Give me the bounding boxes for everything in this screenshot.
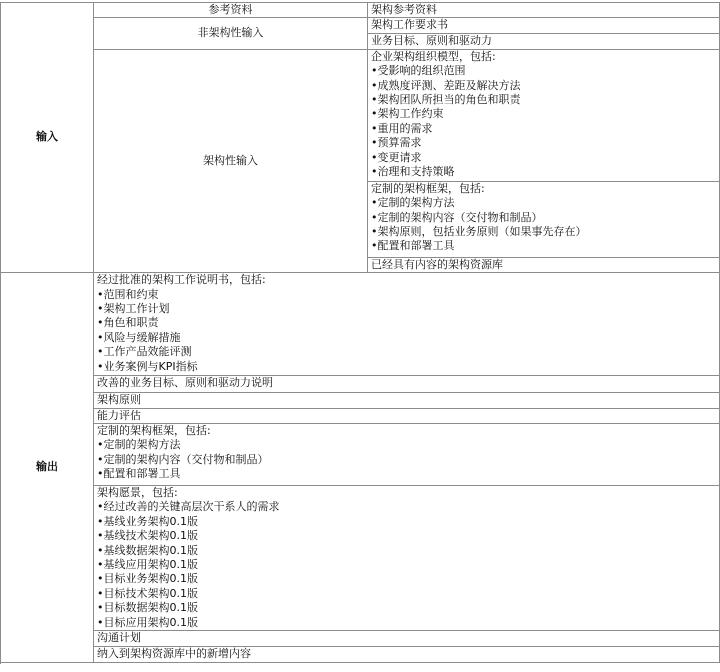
output-vision-title: 架构愿景，包括:	[97, 486, 178, 500]
output-vision-bullet: •经过改善的关键高层次干系人的需求	[97, 500, 280, 514]
nonstructured-item-sow: 架构工作要求书	[368, 18, 720, 34]
output-framework-bullet: •配置和部署工具	[97, 467, 181, 481]
org-model-bullet: •重用的需求	[371, 121, 433, 135]
output-vision-bullet: •目标数据架构0.1版	[97, 601, 198, 615]
input-framework-title: 定制的架构框架，包括:	[371, 181, 485, 195]
structured-input-label: 架构性输入	[94, 49, 368, 272]
org-model-cell	[368, 49, 720, 181]
output-vision-bullet: •目标技术架构0.1版	[97, 586, 198, 600]
org-model-bullet: •变更请求	[371, 150, 422, 164]
output-sow-bullet: •风险与缓解措施	[97, 330, 181, 344]
input-framework-bullet: •配置和部署工具	[371, 239, 455, 253]
output-vision-bullet: •基线业务架构0.1版	[97, 514, 198, 528]
org-model-bullet: •架构工作约束	[371, 107, 444, 121]
output-framework-bullet: •定制的架构方法	[97, 438, 181, 452]
input-framework-bullet: •定制的架构方法	[371, 196, 455, 210]
nonstructured-input-label: 非架构性输入	[94, 18, 368, 49]
output-section-label: 输出	[1, 273, 94, 663]
output-sow-bullet: •角色和职责	[97, 316, 159, 330]
output-sow-cell	[94, 273, 720, 376]
output-capability: 能力评估	[94, 408, 720, 423]
output-framework-cell	[94, 424, 720, 486]
org-model-bullet: •受影响的组织范围	[371, 64, 466, 78]
output-vision-bullet: •基线数据架构0.1版	[97, 543, 198, 557]
output-vision-cell	[94, 486, 720, 631]
org-model-bullet: •预算需求	[371, 136, 422, 150]
output-framework-title: 定制的架构框架，包括:	[97, 424, 211, 438]
output-sow-bullet: •工作产品效能评测	[97, 345, 192, 359]
org-model-bullet: •治理和支持策略	[371, 165, 455, 179]
org-model-bullet: •成熟度评测、差距及解决方法	[371, 78, 521, 92]
output-sow-bullet: •业务案例与KPI指标	[97, 359, 198, 373]
output-sow-bullet: •架构工作计划	[97, 302, 170, 316]
io-table	[0, 2, 720, 663]
output-communication: 沟通计划	[94, 631, 720, 647]
output-vision-bullet: •基线应用架构0.1版	[97, 558, 198, 572]
output-vision-bullet: •基线技术架构0.1版	[97, 529, 198, 543]
input-framework-bullet: •定制的架构内容（交付物和制品）	[371, 210, 543, 224]
input-framework-bullet: •架构原则，包括业务原则（如果事先存在）	[371, 225, 587, 239]
output-vision-bullet: •目标应用架构0.1版	[97, 615, 198, 629]
reference-header-right: 架构参考资料	[368, 3, 720, 18]
output-principles: 架构原则	[94, 393, 720, 408]
output-repository-additions: 纳入到架构资源库中的新增内容	[94, 647, 720, 663]
org-model-bullet: •架构团队所担当的角色和职责	[371, 93, 521, 107]
output-sow-title: 经过批准的架构工作说明书，包括:	[97, 273, 266, 287]
reference-header-left: 参考资料	[94, 3, 368, 18]
input-framework-cell	[368, 181, 720, 257]
output-sow-bullet: •范围和约束	[97, 287, 159, 301]
org-model-title: 企业架构组织模型，包括:	[371, 49, 496, 63]
output-refined-goals: 改善的业务目标、原则和驱动力说明	[94, 376, 720, 393]
output-vision-bullet: •目标业务架构0.1版	[97, 572, 198, 586]
output-framework-bullet: •定制的架构内容（交付物和制品）	[97, 452, 269, 466]
input-section-label: 输入	[1, 3, 94, 273]
nonstructured-item-goals: 业务目标、原则和驱动力	[368, 34, 720, 49]
input-repository: 已经具有内容的架构资源库	[368, 257, 720, 272]
